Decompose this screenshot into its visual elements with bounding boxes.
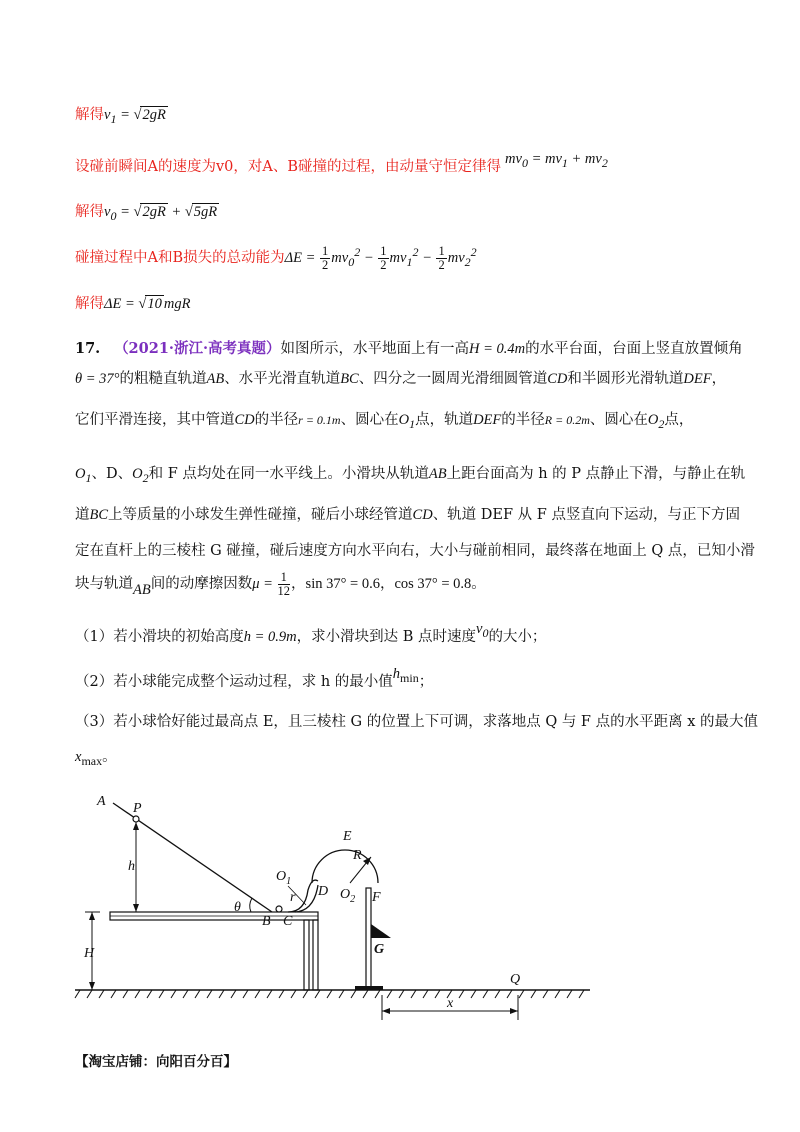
text: 如图所示，水平地面上有一高 xyxy=(280,341,470,357)
text: 间的动摩擦因数 xyxy=(150,575,253,592)
label-P: P xyxy=(133,801,142,816)
text: （1）若小滑块的初始高度 xyxy=(75,629,244,645)
O2: $O_2$ xyxy=(132,466,149,485)
O2: $O_2$ xyxy=(647,412,665,431)
theta-value: θ = 37° xyxy=(75,371,120,387)
jiede-label: 解得 xyxy=(75,107,104,123)
subquestion-3 xyxy=(75,710,758,731)
text: （2）若小球能完成整个运动过程，求 h 的最小值 xyxy=(75,674,393,690)
BC: BC xyxy=(89,507,109,523)
equation-v1: $v_1 = √2gR$ xyxy=(104,107,166,126)
text: 、水平光滑直轨道 xyxy=(224,371,341,387)
text: ； xyxy=(418,674,434,690)
label-F: F xyxy=(372,890,381,905)
text: 、轨道 DEF 从 F 点竖直向下运动，与正下方固 xyxy=(432,507,740,523)
question-line-3 xyxy=(75,408,693,432)
label-G: G xyxy=(374,942,385,957)
label-R: R xyxy=(353,848,362,863)
label-D: D xyxy=(318,884,329,899)
question-line-6 xyxy=(75,539,755,560)
solution-line-2 xyxy=(75,151,608,179)
question-line-5 xyxy=(75,503,740,524)
label-Q: Q xyxy=(510,972,521,987)
text: 的半径 xyxy=(501,412,545,428)
collision-text: 设碰前瞬间A的速度为v0，对A、B碰撞的过程，由动量守恒定律得 xyxy=(75,159,502,175)
text: 、四分之一圆周光滑细圆管道 xyxy=(358,371,548,387)
AB: AB xyxy=(133,581,151,598)
hmin-symbol: $h_{min}$ xyxy=(392,666,419,685)
energy-equation: ΔE = $\frac{1}{2}$ $mv_0^2$ − $\frac{1}{2}$ $mv_1^2$ − $\frac{1}{2}$ $mv_2^2$ xyxy=(284,244,477,272)
text: 它们平滑连接，其中管道 xyxy=(75,412,235,428)
text: 、圆心在 xyxy=(340,412,399,428)
O1: $O_1$ xyxy=(75,466,92,485)
mu: μ = $\frac{1}{12}$ xyxy=(252,570,291,598)
CD: CD xyxy=(412,507,433,523)
label-A: A xyxy=(97,794,106,809)
h-value: h = 0.9m xyxy=(243,629,297,645)
text: 、圆心在 xyxy=(589,412,648,428)
text: 的水平台面，台面上竖直放置倾角 xyxy=(525,341,743,357)
footer-shop-label: 【淘宝店铺：向阳百分百】 xyxy=(75,1054,237,1070)
CD: CD xyxy=(234,412,255,428)
text: 点， xyxy=(664,412,694,428)
text: ，求小滑块到达 B 点时速度 xyxy=(296,629,476,645)
text: 点，轨道 xyxy=(415,412,474,428)
solution-line-4 xyxy=(75,245,477,272)
label-h: h xyxy=(128,859,135,874)
BC: BC xyxy=(340,371,359,387)
subquestion-3-cont xyxy=(75,745,117,769)
text: 的大小； xyxy=(488,629,547,645)
text: 和半圆形光滑轨道 xyxy=(567,371,684,387)
label-H: H xyxy=(84,946,95,961)
label-x: x xyxy=(447,996,454,1011)
O1: $O_1$ xyxy=(398,412,416,431)
text: 块与轨道 xyxy=(75,575,133,592)
subquestion-2 xyxy=(75,666,434,694)
question-line-2: θ = 37°的粗糙直轨道AB、水平光滑直轨道BC、四分之一圆周光滑细圆管道CD和半圆形光滑轨道DEF， xyxy=(75,371,727,387)
text: 、D、 xyxy=(91,466,133,482)
text: （3）若小球恰好能过最高点 E，且三棱柱 G 的位置上下可调，求落地点 Q 与 F 点的水平距离 x 的最大值 xyxy=(75,714,758,730)
CD: CD xyxy=(547,371,568,387)
text: 。 xyxy=(102,749,117,765)
solution-line-5 xyxy=(75,292,190,313)
momentum-equation: $mv_0 = mv_1 + mv_2$ xyxy=(505,151,608,170)
cos-value: cos 37° = 0.8 xyxy=(394,575,472,592)
sin-value: sin 37° = 0.6 xyxy=(305,575,380,592)
question-line-4 xyxy=(75,462,745,486)
label-O2: $O_2$ xyxy=(340,887,356,905)
label-theta: θ xyxy=(234,900,241,915)
label-C: C xyxy=(283,914,293,929)
question-number: 17. xyxy=(75,340,101,357)
text: 和 F 点均处在同一水平线上。小滑块从轨道 xyxy=(148,466,429,482)
label-B: B xyxy=(262,914,271,929)
text: 定在直杆上的三棱柱 G 碰撞，碰后速度方向水平向右，大小与碰前相同，最终落在地面上 Q 点，已知小滑 xyxy=(75,543,755,559)
text: 的半径 xyxy=(254,412,299,428)
label-E: E xyxy=(343,829,352,844)
R-value: R = 0.2m xyxy=(544,413,590,427)
AB: AB xyxy=(206,371,225,387)
text: 上距台面高为 h 的 P 点静止下滑，与静止在轨 xyxy=(446,466,746,482)
DEF: DEF xyxy=(683,371,712,387)
equation-deltaE: ΔE = √10 mgR xyxy=(104,296,191,312)
equation-v0: $v_0 = √2gR + √5gR$ xyxy=(104,204,218,223)
solution-line-1 xyxy=(75,103,168,127)
label-O1: $O_1$ xyxy=(276,869,292,887)
xmax-symbol: $x_{max}$ xyxy=(75,749,103,768)
DEF: DEF xyxy=(473,412,502,428)
question-line-7: 块与轨道AB间的动摩擦因数μ = $\frac{1}{12}$ ，sin 37° = 0.6，cos 37° = 0.8。 xyxy=(75,570,486,598)
r-value: r = 0.1m xyxy=(298,413,341,427)
v0-symbol: $v_0$ xyxy=(476,621,489,640)
text: 的粗糙直轨道 xyxy=(119,371,207,387)
energy-text: 碰撞过程中A和B损失的总动能为 xyxy=(75,249,285,266)
jiede-label-2: 解得 xyxy=(75,204,104,220)
question-line-1 xyxy=(75,337,743,358)
question-source: （2021·浙江·高考真题） xyxy=(114,340,281,357)
AB: AB xyxy=(428,466,447,482)
H-value: H = 0.4m xyxy=(469,341,526,357)
text: 道 xyxy=(75,507,90,523)
solution-line-3 xyxy=(75,200,219,224)
jiede-label-3: 解得 xyxy=(75,296,104,312)
physics-diagram xyxy=(0,785,800,1045)
text: 上等质量的小球发生弹性碰撞，碰后小球经管道 xyxy=(108,507,413,523)
label-r: r xyxy=(290,890,296,905)
subquestion-1 xyxy=(75,621,547,649)
